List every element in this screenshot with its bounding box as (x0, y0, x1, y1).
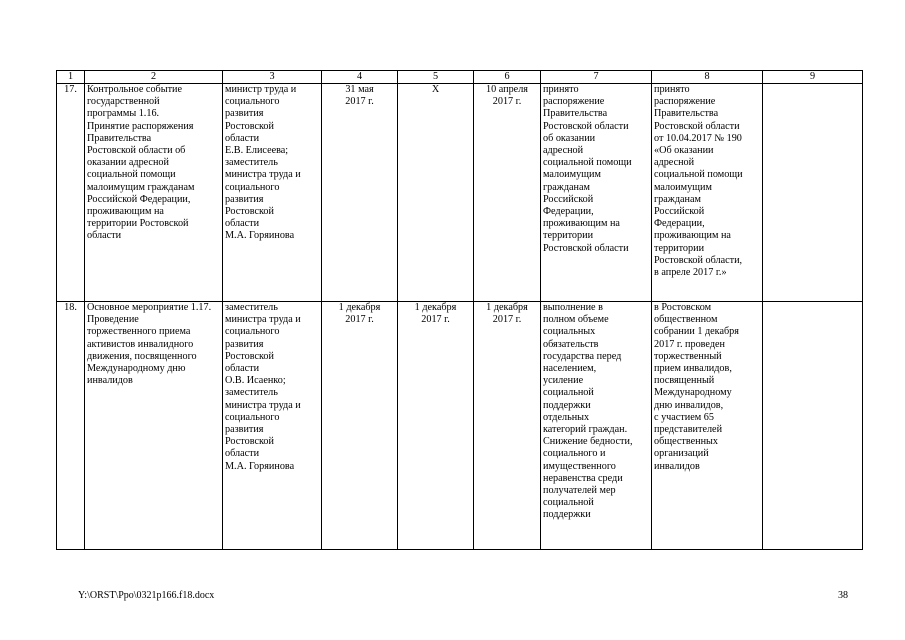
header-cell: 8 (652, 71, 763, 84)
table-row (57, 302, 863, 550)
actual-result-cell: принято распоряжение Правительства Ростовской области от 10.04.2017 № 190 «Об оказании адресной социальной помощи малоимущим гражданам Российской Федерации, проживающим на территории Ростовской области, в апреле 2017 г.» (652, 84, 763, 302)
header-cell: 4 (322, 71, 398, 84)
responsible-cell: заместитель министра труда и социального развития Ростовской области О.В. Исаенко; заместитель министра труда и социального развития Ростовской области М.А. Горяинова (223, 302, 322, 550)
header-row (57, 71, 863, 84)
report-table (56, 70, 863, 550)
reason-cell (763, 302, 863, 550)
footer-file-path: Y:\ORST\Ppo\0321p166.f18.docx (78, 590, 215, 601)
event-name-cell: Основное мероприятие 1.17. Проведение торжественного приема активистов инвалидного движения, посвященного Международному дню инвалидов (85, 302, 223, 550)
planned-date-cell: 31 мая 2017 г. (322, 84, 398, 302)
header-cell: 6 (474, 71, 541, 84)
end-date-cell: 1 декабря 2017 г. (474, 302, 541, 550)
header-cell: 9 (763, 71, 863, 84)
expected-result-cell: принято распоряжение Правительства Ростовской области об оказании адресной социальной помощи малоимущим гражданам Российской Федерации, проживающим на территории Ростовской области (541, 84, 652, 302)
row-number: 18. (57, 302, 85, 550)
header-cell: 5 (398, 71, 474, 84)
header-cell: 3 (223, 71, 322, 84)
responsible-cell: министр труда и социального развития Ростовской области Е.В. Елисеева; заместитель министра труда и социального развития Ростовской области М.А. Горяинова (223, 84, 322, 302)
footer-page-number: 38 (838, 590, 848, 601)
planned-date-cell: 1 декабря 2017 г. (322, 302, 398, 550)
start-date-cell: 1 декабря 2017 г. (398, 302, 474, 550)
actual-result-cell: в Ростовском общественном собрании 1 декабря 2017 г. проведен торжественный прием инвалидов, посвященный Международному дню инвалидов, с участием 65 представителей общественных организаций инвалидов (652, 302, 763, 550)
row-number: 17. (57, 84, 85, 302)
start-date-cell: Х (398, 84, 474, 302)
table-row (57, 84, 863, 302)
reason-cell (763, 84, 863, 302)
header-cell: 2 (85, 71, 223, 84)
header-cell: 7 (541, 71, 652, 84)
header-cell: 1 (57, 71, 85, 84)
end-date-cell: 10 апреля 2017 г. (474, 84, 541, 302)
event-name-cell: Контрольное событие государственной программы 1.16. Принятие распоряжения Правительства Ростовской области об оказании адресной социальной помощи малоимущим гражданам Российской Федерации, проживающим на территории Ростовской области (85, 84, 223, 302)
expected-result-cell: выполнение в полном объеме социальных обязательств государства перед населением, усиление социальной поддержки отдельных категорий граждан. Снижение бедности, социального и имущественного неравенства среди получателей мер социальной поддержки (541, 302, 652, 550)
